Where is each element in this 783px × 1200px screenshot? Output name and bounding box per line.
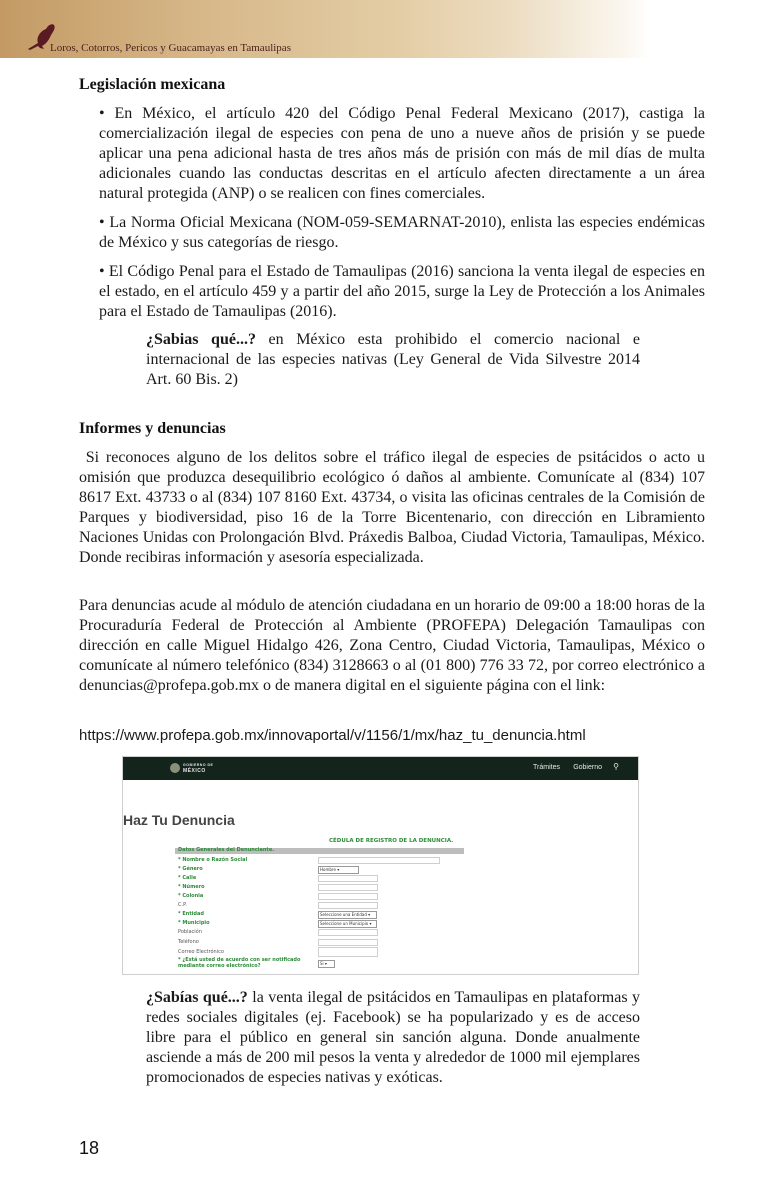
- field-label-colonia: * Colonia: [178, 893, 204, 899]
- note-1-bold-lead: ¿Sabias qué...?: [146, 331, 256, 348]
- section-heading-legislacion: Legislación mexicana: [79, 76, 226, 93]
- page-header-banner: [0, 0, 783, 58]
- input-calle[interactable]: [318, 875, 378, 882]
- paragraph-profepa-info: Para denuncias acude al módulo de atención ciudadana en un horario de 09:00 a 18:00 horas de la Procuraduría Federal de Protección al Ambiente (PROFEPA) Delegación Tamaulipas con dirección en calle Miguel Hidalgo 426, Zona Centro, Ciudad Victoria, Tamaulipas, México o comunícate al número telefónico (834) 3128663 o al (01 800) 776 33 72, por correo electrónico a denuncias@profepa.gob.mx o de manera digital en el siguiente página con el link:: [79, 597, 705, 694]
- select-entidad[interactable]: Seleccione una Entidad ▾: [318, 911, 377, 919]
- section-heading-informes: Informes y denuncias: [79, 420, 226, 437]
- select-notificacion-value: Si: [320, 961, 324, 966]
- select-notificacion[interactable]: Si ▾: [318, 960, 335, 968]
- select-genero-value: Hombre: [320, 867, 336, 872]
- field-label-cp: C.P.: [178, 902, 187, 908]
- note-1-text: en México esta prohibido el comercio nacional e internacional de las especies nativas (Ley General de Vida Silvestre 2014 Art. 60 Bis. 2): [146, 331, 641, 388]
- field-label-poblacion: Población: [178, 929, 202, 935]
- nav-link-tramites[interactable]: Trámites: [533, 764, 560, 771]
- did-you-know-note-1: [146, 330, 640, 390]
- input-colonia[interactable]: [318, 893, 378, 900]
- note-2-bold-lead: ¿Sabías qué...?: [146, 989, 248, 1006]
- denuncia-url-link[interactable]: https://www.profepa.gob.mx/innovaportal/v/1156/1/mx/haz_tu_denuncia.html: [79, 727, 586, 744]
- did-you-know-note-2: [146, 988, 640, 1088]
- header-title: Loros, Cotorros, Pericos y Guacamayas en Tamaulipas: [50, 42, 291, 54]
- mexico-emblem-icon: [170, 763, 180, 773]
- field-label-correo: Correo Electrónico: [178, 949, 224, 955]
- field-label-calle: * Calle: [178, 875, 197, 881]
- logo-line-1: GOBIERNO DE: [183, 763, 214, 767]
- haz-tu-denuncia-title: Haz Tu Denuncia: [123, 812, 235, 828]
- input-numero[interactable]: [318, 884, 378, 891]
- bullet-codigo-penal-tamaulipas: • El Código Penal para el Estado de Tamaulipas (2016) sanciona la venta ilegal de especies en el estado, en el artículo 459 y a partir del año 2015, surge la Ley de Protección a los Animales para el Estado de Tamaulipas (2016).: [99, 263, 705, 320]
- field-label-genero: * Género: [178, 866, 203, 872]
- field-label-entidad: * Entidad: [178, 911, 204, 917]
- field-label-numero: * Número: [178, 884, 205, 890]
- note-2-text: la venta ilegal de psitácidos en Tamaulipas en plataformas y redes sociales digitales (ej. Facebook) se ha popularizado y es de acceso libre para el público en general sin sanción alguna. Donde anualmente asciende a más de 200 mil pesos la venta y alrededor de 1000 mil ejemplares promocionados de especies nativas y exóticas.: [146, 989, 640, 1086]
- paragraph-contact-info: Si reconoces alguno de los delitos sobre el tráfico ilegal de especies de psitácidos o acto u omisión que produzca desequilibrio ecológico ó daños al ambiente. Comunícate al (834) 107 8617 Ext. 43733 o al (834) 107 8160 Ext. 43734, o visita las oficinas centrales de la Comisión de Parques y biodiversidad, piso 16 de la Torre Bicentenario, con dirección en Libramiento Naciones Unidas con Prolongación Blvd. Práxedis Balboa, Ciudad Victoria, Tamaulipas, México. Donde recibiras información y asesoría especializada.: [79, 449, 710, 566]
- gob-mx-logo-text[interactable]: [183, 762, 213, 774]
- form-section-bar: [175, 848, 464, 854]
- select-entidad-value: Seleccione una Entidad: [320, 912, 367, 917]
- field-label-notificacion: * ¿Está usted de acuerdo con ser notificado mediante correo electrónico?: [178, 957, 301, 969]
- gob-mx-navbar: [123, 757, 638, 780]
- profepa-website-screenshot: [122, 756, 639, 975]
- page-number: 18: [79, 1138, 100, 1158]
- nav-link-gobierno[interactable]: Gobierno: [573, 764, 602, 771]
- input-cp[interactable]: [318, 902, 378, 909]
- search-icon[interactable]: ⚲: [613, 762, 619, 771]
- input-telefono[interactable]: [318, 939, 378, 946]
- field-label-municipio: * Municipio: [178, 920, 210, 926]
- select-municipio[interactable]: Seleccione un Municipio ▾: [318, 920, 377, 928]
- field-label-telefono: Teléfono: [178, 939, 199, 945]
- select-municipio-value: Seleccione un Municipio: [320, 921, 369, 926]
- bullet-nom-059: • La Norma Oficial Mexicana (NOM-059-SEMARNAT-2010), enlista las especies endémicas de México y sus categorías de riesgo.: [99, 214, 705, 251]
- bullet-codigo-penal-federal: • En México, el artículo 420 del Código Penal Federal Mexicano (2017), castiga la comercialización ilegal de especies con pena de uno a nueve años de prisión y se puede aplicar una pena adicional hasta de tres años más de prisión con más de mil días de multa adicionales cuando las conductas descritas en el artículo afecten directamente a un área natural protegida (ANP) o se realicen con fines comerciales.: [99, 105, 705, 202]
- input-poblacion[interactable]: [318, 929, 378, 936]
- field-label-nombre: * Nombre o Razón Social: [178, 857, 248, 863]
- form-title: CÉDULA DE REGISTRO DE LA DENUNCIA.: [329, 838, 454, 844]
- form-section-label: Datos Generales del Denunciante.: [178, 847, 275, 853]
- select-genero[interactable]: Hombre ▾: [318, 866, 359, 874]
- logo-line-2: MÉXICO: [183, 768, 206, 774]
- input-correo[interactable]: [318, 947, 378, 957]
- input-nombre[interactable]: [318, 857, 440, 864]
